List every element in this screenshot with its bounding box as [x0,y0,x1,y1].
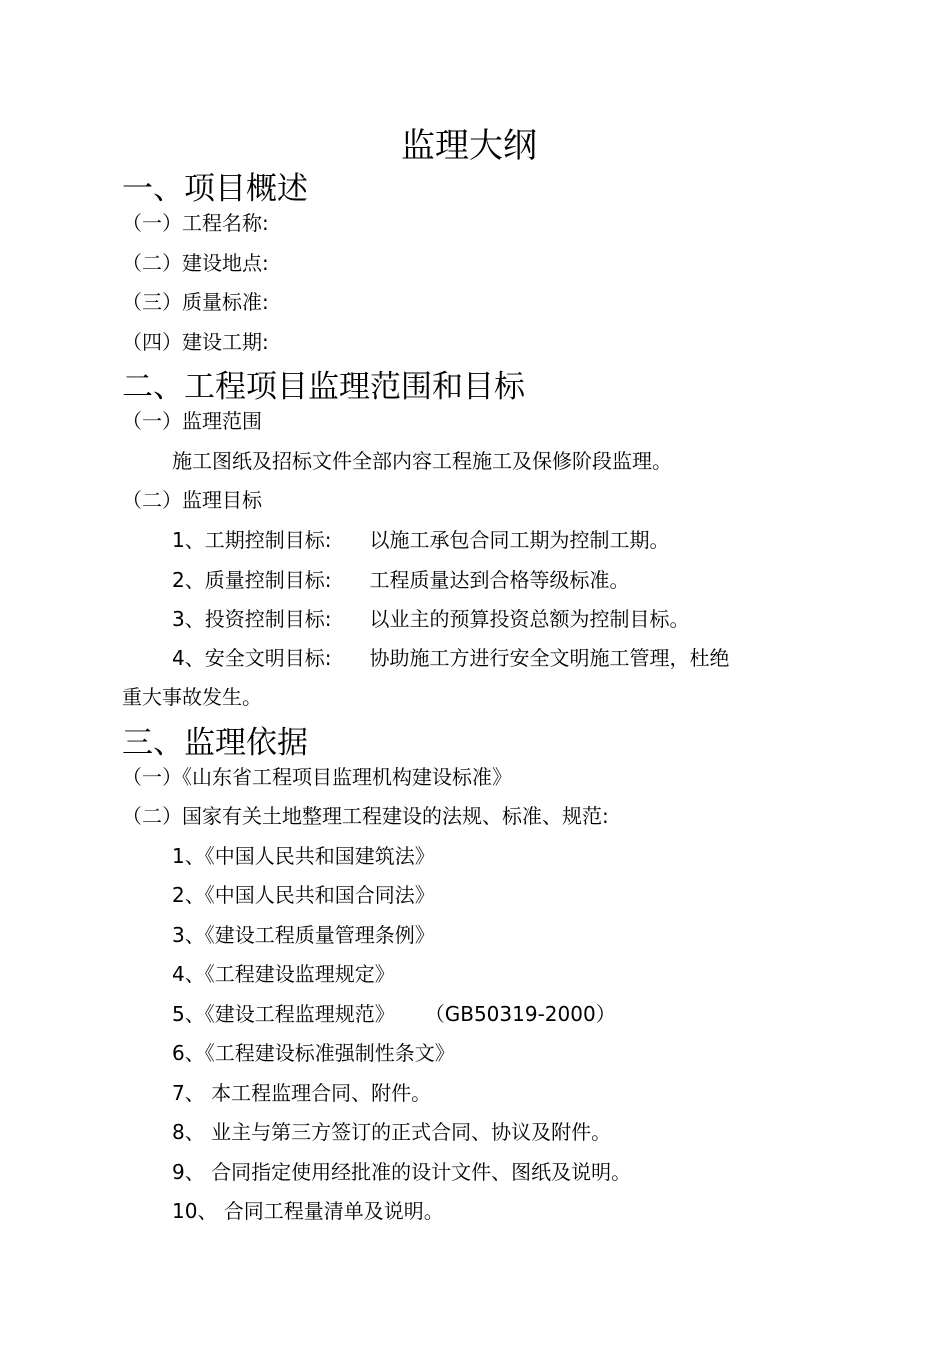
regulation-title: 5、《建设工程监理规范》 [172,1002,395,1026]
construction-period-field: （四）建设工期: [122,330,269,354]
regulation-item: 1、《中国人民共和国建筑法》 [172,844,435,868]
goal-label: 4、安全文明目标: [172,646,332,670]
regulation-code: （GB50319-2000） [424,1002,616,1026]
section-heading-overview: 一、项目概述 [122,171,308,207]
section-heading-basis: 三、监理依据 [122,725,308,761]
regulation-item: 4、《工程建设监理规定》 [172,962,395,986]
goal-item [172,603,689,632]
goal-label: 2、质量控制目标: [172,568,332,592]
goal-item [172,642,729,671]
project-name-field: （一）工程名称: [122,211,269,235]
document-title: 监理大纲 [401,126,537,166]
goal-item [172,524,669,553]
scope-paragraph: 施工图纸及招标文件全部内容工程施工及保修阶段监理。 [172,449,672,473]
regulation-item: 6、《工程建设标准强制性条文》 [172,1041,455,1065]
regulation-item: 3、《建设工程质量管理条例》 [172,923,435,947]
section-heading-scope-goals: 二、工程项目监理范围和目标 [122,369,525,405]
goal-continuation: 重大事故发生。 [122,685,262,709]
project-location-field: （二）建设地点: [122,251,269,275]
goal-item [172,564,629,593]
regulation-item: 8、 业主与第三方签订的正式合同、协议及附件。 [172,1120,612,1144]
regulation-item: 10、 合同工程量清单及说明。 [172,1199,444,1223]
goals-subheading: （二）监理目标 [122,488,262,512]
basis-item: （二）国家有关土地整理工程建设的法规、标准、规范: [122,804,609,828]
goal-label: 1、工期控制目标: [172,528,332,552]
goal-text: 工程质量达到合格等级标准。 [369,568,630,592]
regulation-item: 7、 本工程监理合同、附件。 [172,1081,432,1105]
goal-text: 以施工承包合同工期为控制工期。 [369,528,670,552]
goal-text: 协助施工方进行安全文明施工管理，杜绝 [369,646,730,670]
basis-item: （一）《山东省工程项目监理机构建设标准》 [122,765,512,789]
scope-subheading: （一）监理范围 [122,409,262,433]
quality-standard-field: （三）质量标准: [122,290,269,314]
regulation-item: 9、 合同指定使用经批准的设计文件、图纸及说明。 [172,1160,632,1184]
regulation-item: 2、《中国人民共和国合同法》 [172,883,435,907]
regulation-item [172,998,616,1027]
goal-text: 以业主的预算投资总额为控制目标。 [369,607,690,631]
goal-label: 3、投资控制目标: [172,607,332,631]
